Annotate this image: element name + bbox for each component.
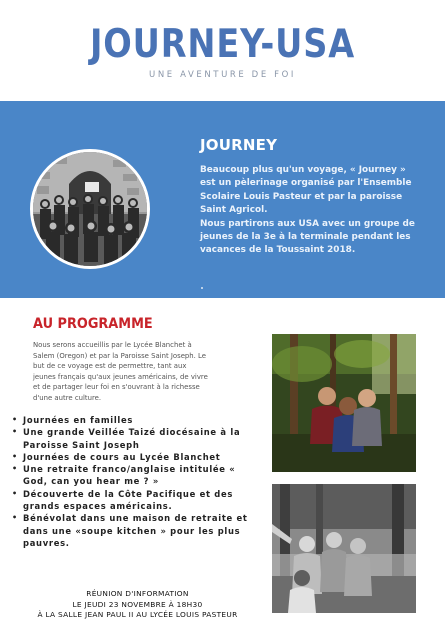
programme-list <box>10 414 260 549</box>
page-title: JOURNEY-USA <box>89 22 356 67</box>
bullet-icon: • <box>12 427 18 437</box>
list-item <box>10 426 260 451</box>
info-location: À LA SALLE JEAN PAUL II AU LYCÉE LOUIS PASTEUR <box>37 610 238 619</box>
info-date: LE JEUDI 23 NOVEMBRE À 18H30 <box>72 599 203 609</box>
journey-paragraph-2: Nous partirons aux USA avec un groupe de jeunes de la 3e à la terminale pendant les vacances de la Toussaint 2018. <box>200 218 415 256</box>
list-item <box>10 414 260 426</box>
forest-photo-color-image <box>272 334 416 472</box>
page-subtitle: UNE AVENTURE DE FOI <box>149 70 296 80</box>
journey-paragraph-1: Beaucoup plus qu'un voyage, « Journey » est un pèlerinage organisé par l'Ensemble Scolaire Louis Pasteur et par la paroisse Saint Agricol. <box>200 165 412 216</box>
programme-intro: Nous serons accueillis par le Lycée Blanchet à Salem (Oregon) et par la Paroisse Saint Joseph. Le but de ce voyage est de permettre, tant aux jeunes français qu'aux jeunes américains, de vivre et de partager leur foi en s'ouvrant à la richesse d'une autre culture. <box>33 341 208 402</box>
group-photo-image <box>33 152 147 266</box>
bullet-icon: • <box>12 415 18 424</box>
journey-description <box>200 164 415 258</box>
list-item <box>10 451 260 463</box>
group-photo <box>30 149 150 269</box>
forest-photo-color <box>272 334 416 472</box>
list-item-text: Journées en familles <box>23 415 134 425</box>
list-item <box>10 488 260 513</box>
decorative-dot <box>201 287 203 289</box>
journey-heading: JOURNEY <box>200 136 278 154</box>
bullet-icon: • <box>12 464 18 474</box>
info-title: RÉUNION D'INFORMATION <box>86 589 189 598</box>
list-item-text: Journées de cours au Lycée Blanchet <box>23 451 221 462</box>
list-item <box>10 463 260 488</box>
bullet-icon: • <box>12 513 18 523</box>
programme-heading: AU PROGRAMME <box>33 316 153 332</box>
list-item-text: Bénévolat dans une maison de retraite et dans une «soupe kitchen » pour les plus pauvres. <box>23 513 248 548</box>
list-item-text: Découverte de la Côte Pacifique et des grands espaces américains. <box>23 488 234 512</box>
forest-photo-bw-image <box>272 484 416 613</box>
list-item-text: Une retraite franco/anglaise intitulée « God, can you hear me ? » <box>23 464 236 487</box>
list-item <box>10 512 260 549</box>
bullet-icon: • <box>12 451 18 461</box>
forest-photo-bw <box>272 484 416 613</box>
bullet-icon: • <box>12 488 18 498</box>
info-meeting <box>0 589 275 621</box>
list-item-text: Une grande Veillée Taizé diocésaine à la Paroisse Saint Joseph <box>23 427 241 450</box>
page-header <box>0 0 445 100</box>
